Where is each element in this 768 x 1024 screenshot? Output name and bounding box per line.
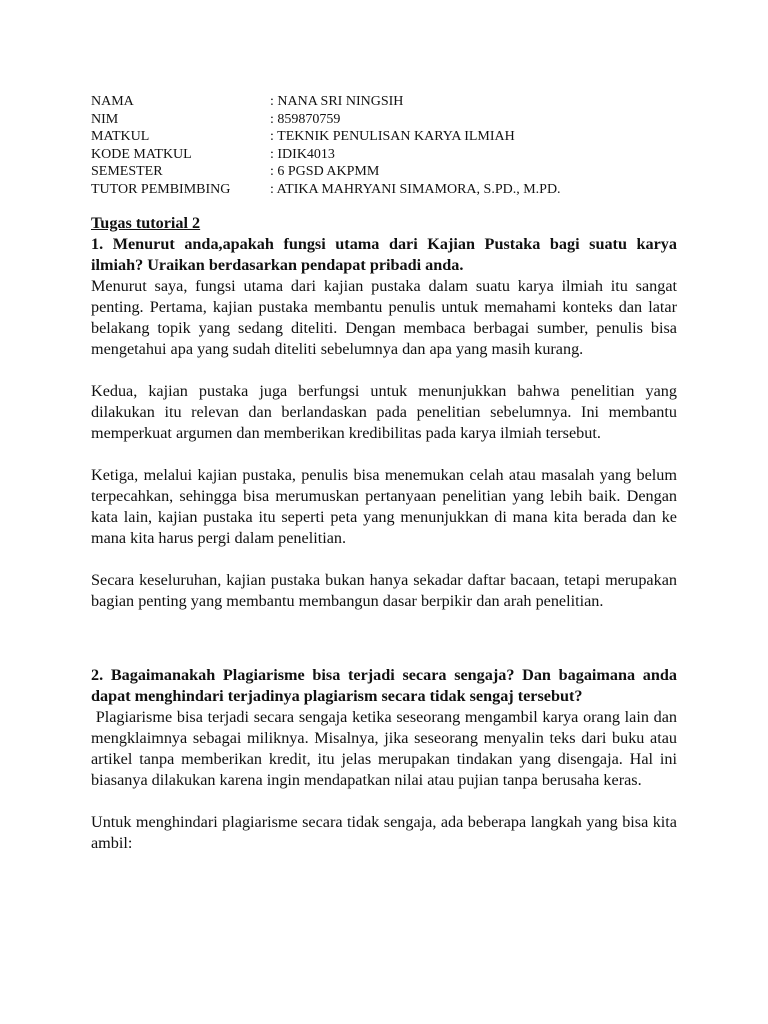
paragraph-gap [91,444,677,465]
student-info-table [91,93,677,199]
info-row-tutor [91,181,677,199]
info-label: MATKUL [91,129,150,145]
info-value: : 6 PGSD AKPMM [270,164,380,180]
info-value: : TEKNIK PENULISAN KARYA ILMIAH [270,129,515,145]
info-row-nama [91,93,677,111]
info-value: : ATIKA MAHRYANI SIMAMORA, S.PD., M.PD. [270,181,561,197]
answer-1-paragraph-4: Secara keseluruhan, kajian pustaka bukan hanya sekadar daftar bacaan, tetapi merupakan bagian penting yang membantu membangun dasar berpikir dan arah penelitian. [91,570,677,610]
paragraph-gap [91,360,677,381]
info-value: : 859870759 [270,111,341,127]
info-row-semester [91,163,677,181]
info-value: : NANA SRI NINGSIH [270,94,404,109]
info-label: NIM [91,111,119,127]
paragraph-gap [91,549,677,570]
info-label: SEMESTER [91,164,163,180]
question-1: 1. Menurut anda,apakah fungsi utama dari Kajian Pustaka bagi suatu karya ilmiah? Uraikan berdasarkan pendapat pribadi anda. [91,234,677,274]
info-row-nim [91,111,677,129]
info-label: TUTOR PEMBIMBING [91,181,231,197]
question-2: 2. Bagaimanakah Plagiarisme bisa terjadi secara sengaja? Dan bagaimana anda dapat menghindari terjadinya plagiarism secara tidak sengaj tersebut? [91,665,677,705]
info-row-matkul [91,128,677,146]
answer-1-paragraph-1: Menurut saya, fungsi utama dari kajian pustaka dalam suatu karya ilmiah itu sangat penting. Pertama, kajian pustaka membantu penulis untuk memahami konteks dan latar belakang topik yang sedang diteliti. Dengan membaca berbagai sumber, penulis bisa mengetahui apa yang sudah diteliti sebelumnya dan apa yang masih kurang. [91,276,677,358]
info-label: KODE MATKUL [91,146,192,162]
document-page [91,93,677,854]
answer-1-paragraph-3: Ketiga, melalui kajian pustaka, penulis bisa menemukan celah atau masalah yang belum terpecahkan, sehingga bisa merumuskan pertanyaan penelitian yang lebih baik. Dengan kata lain, kajian pustaka itu seperti peta yang menunjukkan di mana kita berada dan ke mana kita harus pergi dalam penelitian. [91,465,677,547]
answer-2-paragraph-2: Untuk menghindari plagiarisme secara tidak sengaja, ada beberapa langkah yang bisa kita ambil: [91,812,677,852]
info-label: NAMA [91,94,134,109]
answer-2-paragraph-1: Plagiarisme bisa terjadi secara sengaja ketika seseorang mengambil karya orang lain dan mengklaimnya sebagai miliknya. Misalnya, jika seseorang menyalin teks dari buku atau artikel tanpa memberikan kredit, itu jelas merupakan tindakan yang disengaja. Hal ini biasanya dilakukan karena ingin mendapatkan nilai atau pujian tanpa berusaha keras. [91,707,677,789]
assignment-title: Tugas tutorial 2 [91,213,201,232]
info-value: : IDIK4013 [270,146,335,162]
paragraph-gap [91,612,677,633]
answer-1-paragraph-2: Kedua, kajian pustaka juga berfungsi untuk menunjukkan bahwa penelitian yang dilakukan itu relevan dan berlandaskan pada penelitian sebelumnya. Ini membantu memperkuat argumen dan memberikan kredibilitas pada karya ilmiah tersebut. [91,381,677,442]
paragraph-gap [91,791,677,812]
info-row-kode-matkul [91,146,677,164]
section-gap [91,633,677,665]
